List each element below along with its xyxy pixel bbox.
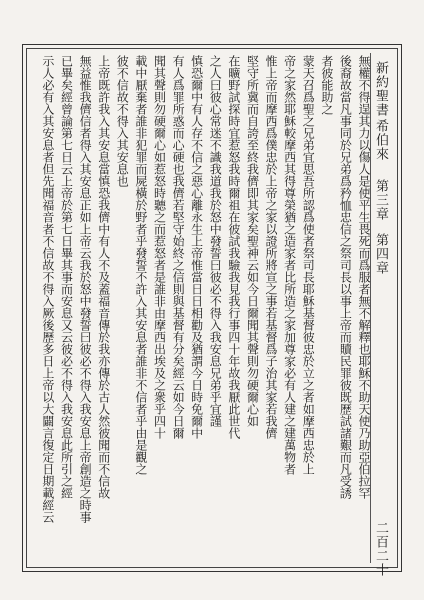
text-column: 載中厭棄者誰非犯罪而屍橫於野者乎發誓不許入其安息者誰非不信者乎由是觀之 (133, 55, 148, 475)
text-column: 蒙天召爲聖之兄弟宜思吾所認爲使者祭司長耶穌基督彼忠於立之者如摩西忠於上 (301, 55, 316, 475)
text-column: 已畢矣經曾論第七日云上帝於第七日畢其事而安息又云彼必不得入我安息此所引之經 (59, 55, 74, 499)
text-column: 慎恐爾中有人存不信之惡心離永生上帝惟當日日相勸及猶謂今日時免爾中 (189, 55, 204, 439)
text-column: 示人必有入其安息者但先聞福音者不信故不得入厥後歷多日上帝以大闢言復定日期載經云 (40, 55, 55, 523)
chapter-sub-label: 第四章 (373, 233, 388, 275)
text-column: 無權不得逞其力以傷人是使平生畏死而爲服者無不解釋也耶穌不助天使乃助亞伯拉罕 (357, 55, 371, 499)
text-column: 有人爲罪所惑而心硬也我儕若堅守始終之信則與基督有分矣經云如今日爾 (171, 55, 186, 439)
text-column: 在曠野試探時宜惹怒我時爾祖在彼試我驗我見我行事四十年故我厭此世代 (226, 55, 241, 439)
text-column: 之人曰彼心常迷不識我道我於怒中發誓曰彼必不得入我安息兄弟乎宜謹 (208, 55, 223, 427)
text-column: 帝之家然耶穌較摩西其得尊榮猶之造家者比所造之家加尊家必有人建之建萬物者 (282, 55, 297, 475)
text-column: 聞其聲則勿硬爾心如惹怒時聽之而惹怒者是誰非由摩西出埃及之衆乎四十 (152, 55, 167, 439)
book-title: 新約聖書 (373, 61, 388, 117)
text-column: 無益惟我儕信者得入其安息正如上帝云我於怒中發誓曰彼必不得入我安息上帝創造之時事 (78, 55, 93, 523)
page-frame-inner (26, 48, 398, 577)
page-frame (22, 44, 402, 577)
scripture-body (35, 55, 373, 565)
text-column: 堅守所冀而自誇至終我儕即其家矣聖神云如今日爾聞其聲則勿硬爾心如 (245, 55, 260, 427)
chapter-label: 第三章 (373, 179, 388, 221)
text-column: 惟上帝而摩西爲僕忠於上帝之家以證所將宣之事若基督爲子治其家若我儕 (264, 55, 279, 439)
text-column: 彼不信故不得入其安息也 (115, 55, 130, 187)
book-name: 希伯來 (373, 119, 388, 161)
running-head (370, 53, 393, 577)
text-column: 後裔故當凡事同於兄弟爲矜恤忠信之祭司長以事上帝而贖民罪彼既歷試諸艱而凡受誘 (338, 55, 353, 499)
text-column: 者彼能助之 (319, 55, 334, 115)
page-number: 二百二十 (373, 521, 388, 577)
text-column: 上帝既許我入其安息當慎恐我儕中有人不及蓋福音傳於我亦傳於古人然彼聞而不信故 (96, 55, 111, 499)
